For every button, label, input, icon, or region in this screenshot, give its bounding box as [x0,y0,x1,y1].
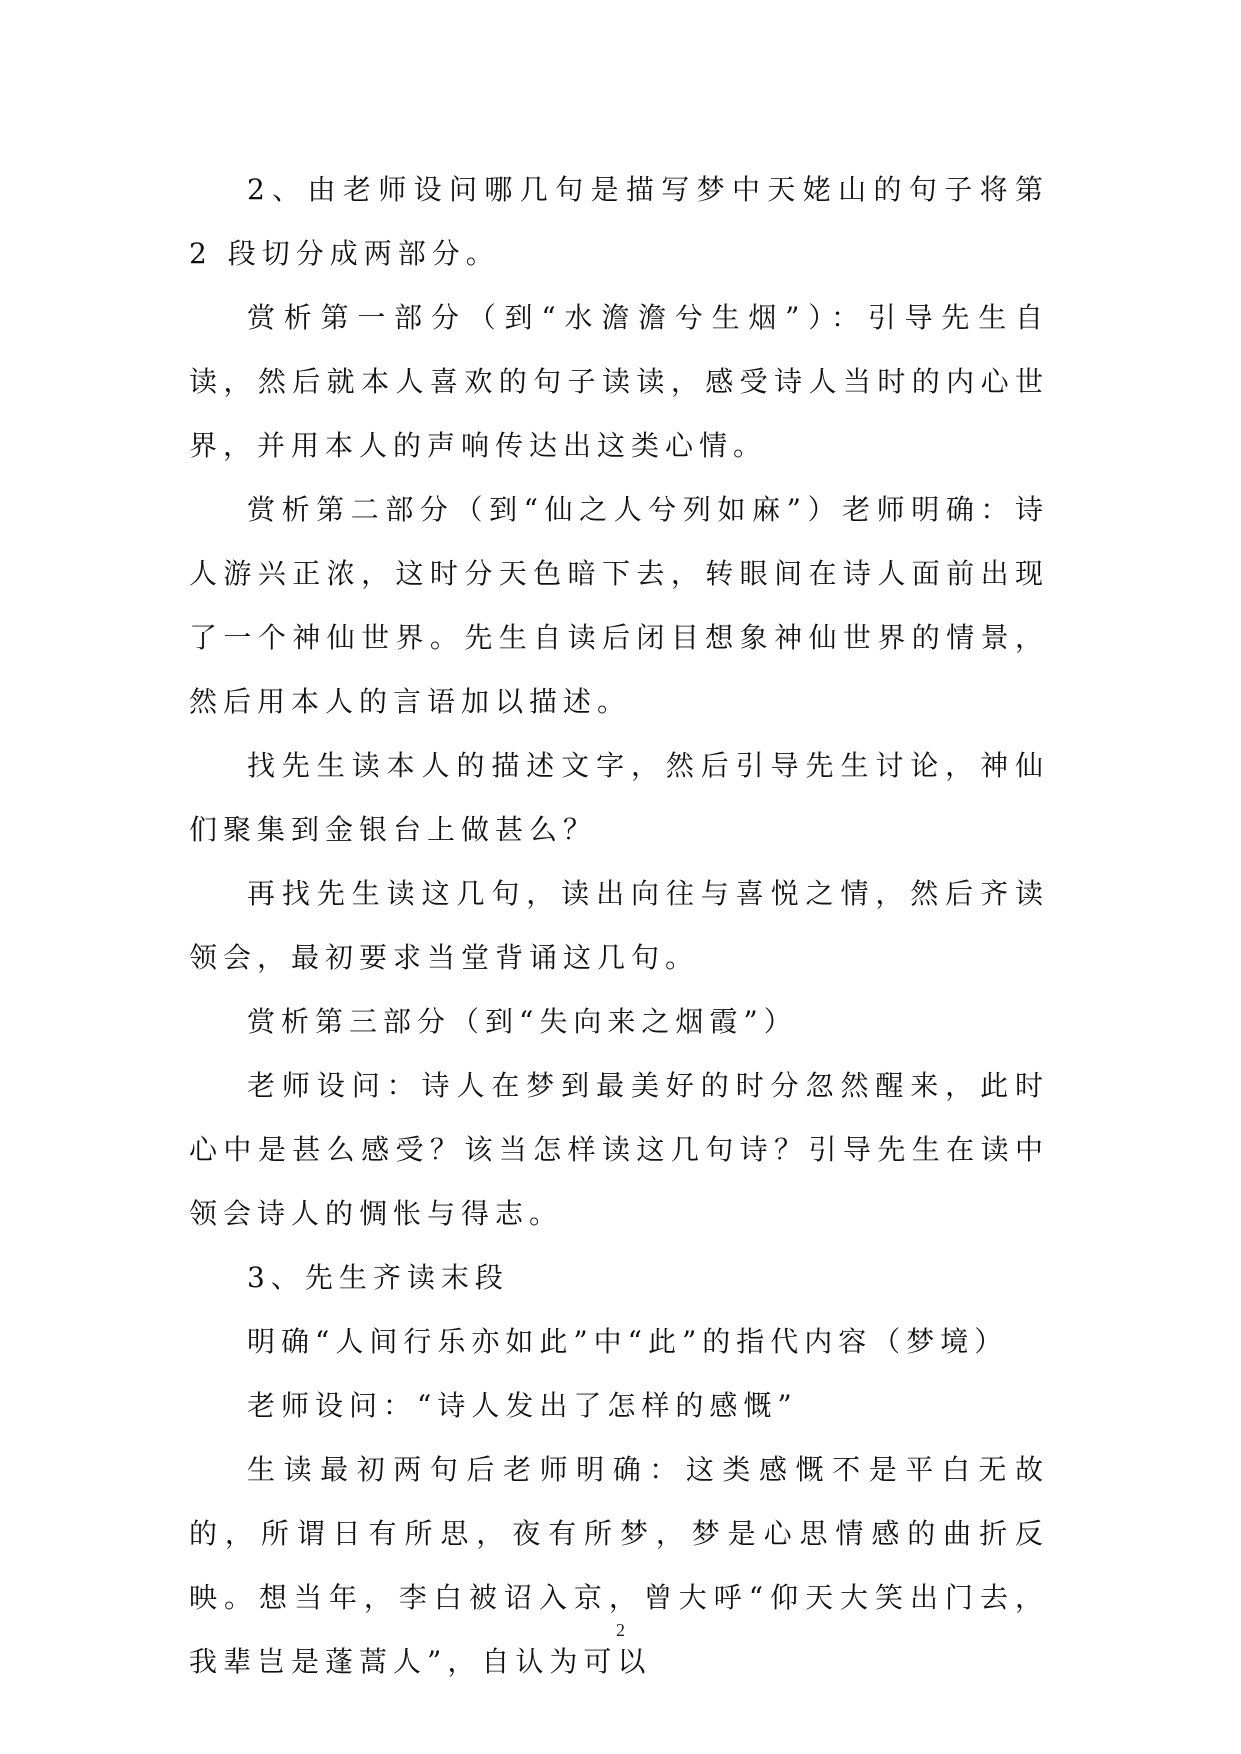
paragraph: 明确“人间行乐亦如此”中“此”的指代内容（梦境） [247,1325,1009,1358]
paragraph: 再找先生读这几句，读出向往与喜悦之情，然后齐读领会，最初要求当堂背诵这几句。 [189,877,1049,974]
document-body [189,158,1049,1694]
page-number: 2 [616,1620,625,1640]
paragraph: 赏析第三部分（到“失向来之烟霞”） [247,1005,798,1038]
paragraph: 3、先生齐读末段 [247,1261,509,1294]
paragraph: 生读最初两句后老师明确：这类感慨不是平白无故的，所谓日有所思，夜有所梦，梦是心思情感的曲折反映。想当年，李白被诏入京，曾大呼“仰天大笑出门去，我辈岂是蓬蒿人”，自认为可以 [189,1453,1049,1678]
paragraph: 赏析第二部分（到“仙之人兮列如麻”）老师明确：诗人游兴正浓，这时分天色暗下去，转眼间在诗人面前出现了一个神仙世界。先生自读后闭目想象神仙世界的情景，然后用本人的言语加以描述。 [189,493,1049,718]
paragraph: 2、由老师设问哪几句是描写梦中天姥山的句子将第 2 段切分成两部分。 [189,173,1049,270]
paragraph: 赏析第一部分（到“水澹澹兮生烟”）：引导先生自读，然后就本人喜欢的句子读读，感受诗人当时的内心世界，并用本人的声响传达出这类心情。 [189,301,1049,462]
paragraph: 老师设问：“诗人发出了怎样的感慨” [247,1389,798,1422]
paragraph: 老师设问：诗人在梦到最美好的时分忽然醒来，此时心中是甚么感受？该当怎样读这几句诗？引导先生在读中领会诗人的惆怅与得志。 [189,1069,1049,1230]
paragraph: 找先生读本人的描述文字，然后引导先生讨论，神仙们聚集到金银台上做甚么？ [189,749,1049,846]
